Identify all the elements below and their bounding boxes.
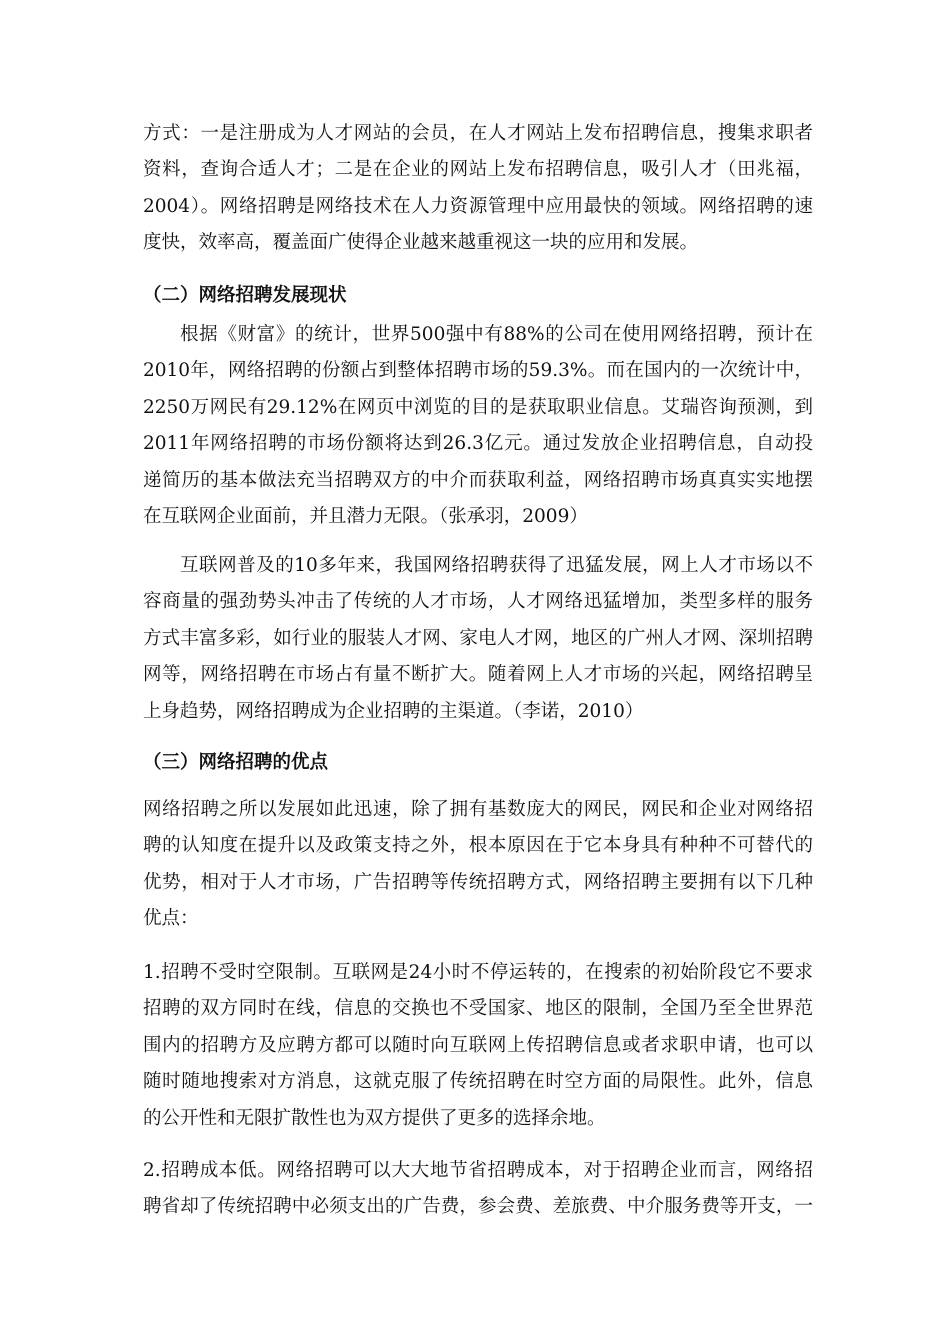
text-line: 2.招聘成本低。网络招聘可以大大地节省招聘成本，对于招聘企业而言，网络招: [143, 1160, 813, 1181]
section-heading: （三）网络招聘的优点: [143, 752, 329, 773]
text-line: 2010年，网络招聘的份额占到整体招聘市场的59.3%。而在国内的一次统计中，: [143, 360, 813, 381]
text-line: 度快，效率高，覆盖面广使得企业越来越重视这一块的应用和发展。: [143, 232, 699, 253]
text-line: 随时随地搜索对方消息，这就克服了传统招聘在时空方面的局限性。此外，信息: [143, 1071, 813, 1092]
text-line: 1.招聘不受时空限制。互联网是24小时不停运转的，在搜索的初始阶段它不要求: [143, 962, 813, 983]
text-line: 聘省却了传统招聘中必须支出的广告费，参会费、差旅费、中介服务费等开支，一: [143, 1196, 813, 1217]
text-line: 2250万网民有29.12%在网页中浏览的目的是获取职业信息。艾瑞咨询预测，到: [143, 397, 813, 418]
text-line: 优点：: [143, 908, 199, 929]
text-line: 招聘的双方同时在线，信息的交换也不受国家、地区的限制，全国乃至全世界范: [143, 998, 813, 1019]
text-line: 根据《财富》的统计，世界500强中有88%的公司在使用网络招聘，预计在: [180, 324, 813, 345]
text-line: 围内的招聘方及应聘方都可以随时向互联网上传招聘信息或者求职申请，也可以: [143, 1035, 813, 1056]
text-line: 方式丰富多彩，如行业的服装人才网、家电人才网，地区的广州人才网、深圳招聘: [143, 628, 813, 649]
text-line: 在互联网企业面前，并且潜力无限。（张承羽，2009）: [143, 506, 588, 527]
text-line: 互联网普及的10多年来，我国网络招聘获得了迅猛发展，网上人才市场以不: [180, 555, 813, 576]
text-line: 2004）。网络招聘是网络技术在人力资源管理中应用最快的领域。网络招聘的速: [143, 196, 813, 217]
text-line: 2011年网络招聘的市场份额将达到26.3亿元。通过发放企业招聘信息，自动投: [143, 433, 813, 454]
text-line: 网络招聘之所以发展如此迅速，除了拥有基数庞大的网民，网民和企业对网络招: [143, 799, 813, 820]
text-line: 方式：一是注册成为人才网站的会员，在人才网站上发布招聘信息，搜集求职者: [143, 123, 813, 144]
text-line: 优势，相对于人才市场，广告招聘等传统招聘方式，网络招聘主要拥有以下几种: [143, 872, 813, 893]
text-line: 容商量的强劲势头冲击了传统的人才市场，人才网络迅猛增加，类型多样的服务: [143, 591, 813, 612]
text-line: 上身趋势，网络招聘成为企业招聘的主渠道。（李诺，2010）: [143, 701, 644, 722]
text-line: 聘的认知度在提升以及政策支持之外，根本原因在于它本身具有种种不可替代的: [143, 835, 813, 856]
text-line: 递简历的基本做法充当招聘双方的中介而获取利益，网络招聘市场真真实实地摆: [143, 470, 813, 491]
text-line: 网等，网络招聘在市场占有量不断扩大。随着网上人才市场的兴起，网络招聘呈: [143, 664, 813, 685]
text-line: 的公开性和无限扩散性也为双方提供了更多的选择余地。: [143, 1108, 606, 1129]
text-line: 资料，查询合适人才；二是在企业的网站上发布招聘信息，吸引人才（田兆福，: [143, 159, 813, 180]
section-heading: （二）网络招聘发展现状: [143, 285, 347, 306]
